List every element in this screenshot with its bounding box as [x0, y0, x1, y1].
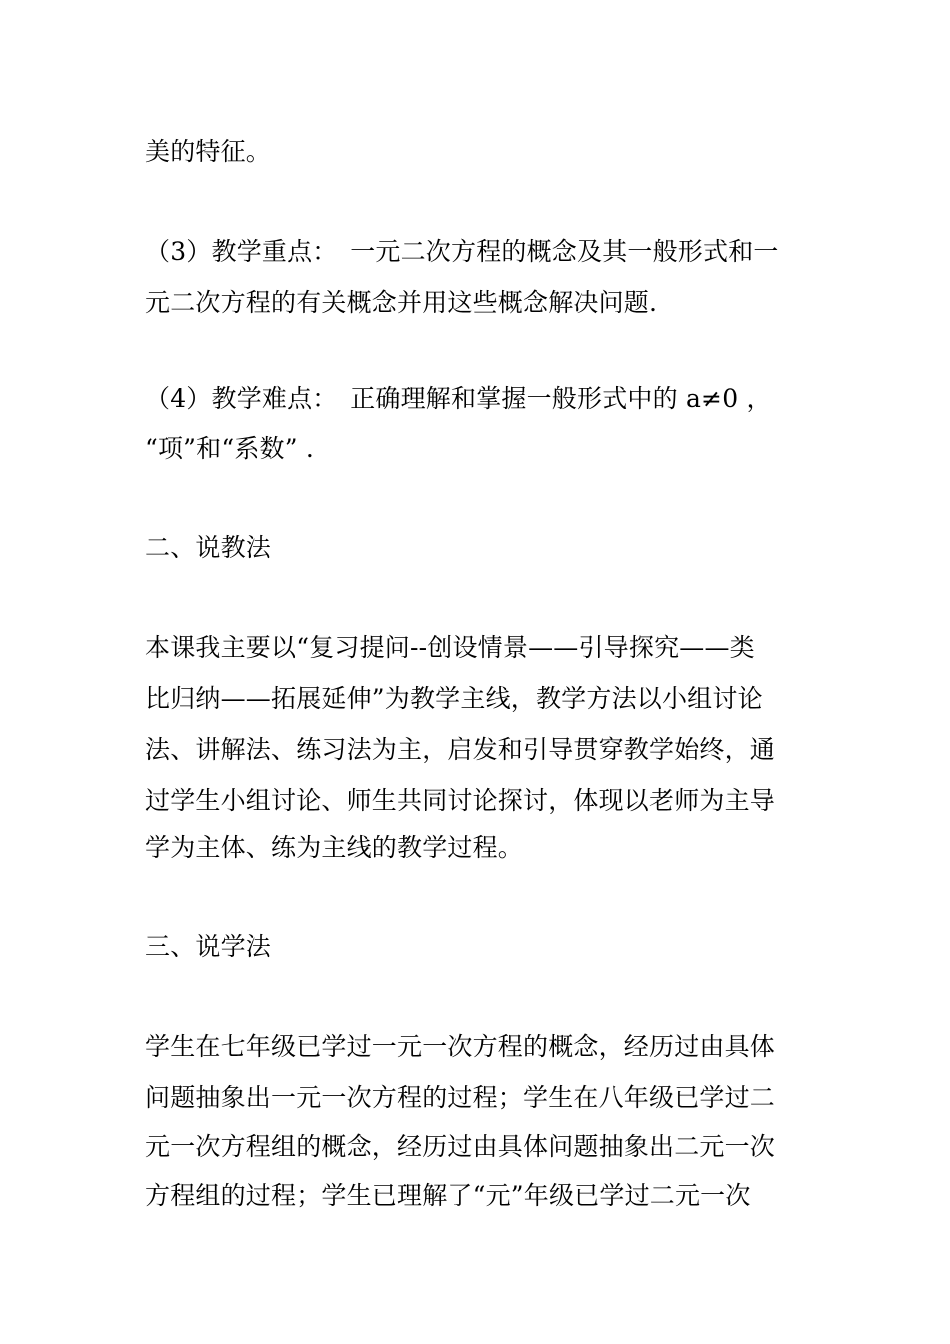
paragraph-line: 元一次方程组的概念，经历过由具体问题抽象出二元一次 — [145, 1132, 776, 1161]
paragraph-line: 比归纳——拓展延伸”为教学主线，教学方法以小组讨论 — [145, 684, 763, 713]
paragraph-line: （4）教学难点： 正确理解和掌握一般形式中的 a≠0 ， — [145, 384, 772, 413]
paragraph-line: （3）教学重点： 一元二次方程的概念及其一般形式和一 — [145, 237, 779, 266]
paragraph-line: 元二次方程的有关概念并用这些概念解决问题. — [145, 288, 658, 317]
paragraph-line: 学生在七年级已学过一元一次方程的概念，经历过由具体 — [145, 1032, 776, 1061]
paragraph-line: “项”和“系数” . — [145, 434, 315, 463]
section-heading: 三、说学法 — [145, 932, 272, 961]
paragraph-line: 问题抽象出一元一次方程的过程；学生在八年级已学过二 — [145, 1083, 776, 1112]
paragraph-line: 过学生小组讨论、师生共同讨论探讨，体现以老师为主导 — [145, 786, 776, 815]
paragraph-line: 法、讲解法、练习法为主，启发和引导贯穿教学始终，通 — [145, 735, 776, 764]
paragraph-line: 本课我主要以“复习提问--创设情景——引导探究——类 — [145, 633, 755, 662]
paragraph-line: 学为主体、练为主线的教学过程。 — [145, 833, 524, 862]
section-heading: 二、说教法 — [145, 533, 272, 562]
paragraph-line: 美的特征。 — [145, 137, 272, 166]
paragraph-line: 方程组的过程；学生已理解了“元”年级已学过二元一次 — [145, 1181, 751, 1210]
